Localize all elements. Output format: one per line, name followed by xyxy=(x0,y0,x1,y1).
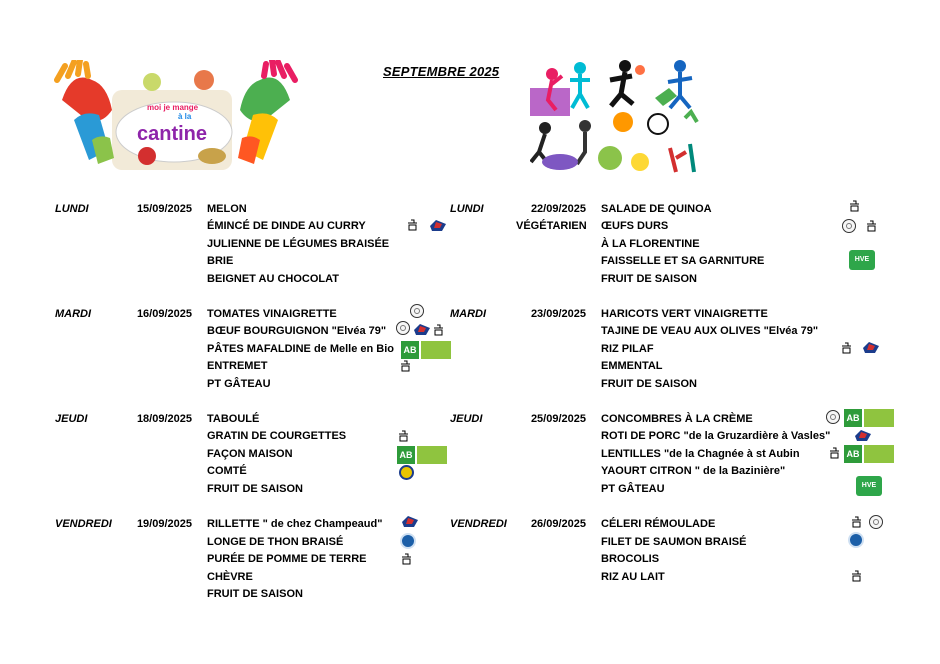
organic-ab-icon: AB xyxy=(844,409,862,427)
date-label: 19/09/2025 xyxy=(136,518,192,530)
menu-item: FAÇON MAISON xyxy=(207,448,293,460)
menu-item: PT GÂTEAU xyxy=(207,378,271,390)
menu-item: FRUIT DE SAISON xyxy=(207,588,303,600)
organic-ab-icon: AB xyxy=(844,445,862,463)
day-label: MARDI xyxy=(450,308,487,320)
homemade-pot-icon xyxy=(400,360,411,372)
menu-item: BŒUF BOURGUIGNON "Elvéa 79" xyxy=(207,325,387,337)
homemade-pot-icon xyxy=(851,570,862,582)
menu-item: YAOURT CITRON " de la Bazinière" xyxy=(601,465,786,477)
menu-item: PT GÂTEAU xyxy=(601,483,665,495)
homemade-pot-icon xyxy=(841,342,852,354)
day-label: LUNDI xyxy=(450,203,484,215)
menu-item: RIZ PILAF xyxy=(601,343,654,355)
menu-item: COMTÉ xyxy=(207,465,247,477)
cantine-logo xyxy=(52,60,300,172)
french-origin-icon xyxy=(853,428,873,442)
menu-item: ENTREMET xyxy=(207,360,268,372)
aop-label-icon xyxy=(399,465,414,480)
date-label: 18/09/2025 xyxy=(136,413,192,425)
msc-fish-icon xyxy=(400,533,416,549)
menu-item: FRUIT DE SAISON xyxy=(601,273,697,285)
menu-item: FRUIT DE SAISON xyxy=(601,378,697,390)
menu-item: CÉLERI RÉMOULADE xyxy=(601,518,716,530)
msc-fish-icon xyxy=(848,532,864,548)
day-label: LUNDI xyxy=(55,203,89,215)
quality-seal-icon xyxy=(826,410,840,424)
eu-organic-icon xyxy=(417,446,447,464)
menu-item: CHÈVRE xyxy=(207,571,253,583)
french-origin-icon xyxy=(412,322,432,336)
menu-item: HARICOTS VERT VINAIGRETTE xyxy=(601,308,768,320)
date-label: 26/09/2025 xyxy=(530,518,586,530)
sports-collage xyxy=(530,58,710,178)
day-label: VENDREDI xyxy=(55,518,112,530)
hve-label-icon: HVE xyxy=(856,476,882,496)
homemade-pot-icon xyxy=(866,220,877,232)
french-origin-icon xyxy=(861,340,881,354)
menu-item: MELON xyxy=(207,203,247,215)
eu-organic-icon xyxy=(421,341,451,359)
menu-item: ÉMINCÉ DE DINDE AU CURRY xyxy=(207,220,366,232)
menu-item: GRATIN DE COURGETTES xyxy=(207,430,347,442)
menu-item: À LA FLORENTINE xyxy=(601,238,700,250)
menu-item: PÂTES MAFALDINE de Melle en Bio xyxy=(207,343,395,355)
homemade-pot-icon xyxy=(401,553,412,565)
logo-text-3: cantine xyxy=(137,123,208,145)
menu-item: TOMATES VINAIGRETTE xyxy=(207,308,337,320)
day-label: MARDI xyxy=(55,308,92,320)
menu-item: BEIGNET AU CHOCOLAT xyxy=(207,273,339,285)
menu-item: ŒUFS DURS xyxy=(601,220,669,232)
homemade-pot-icon xyxy=(398,430,409,442)
eu-organic-icon xyxy=(864,445,894,463)
menu-item: FRUIT DE SAISON xyxy=(207,483,303,495)
homemade-pot-icon xyxy=(849,200,860,212)
menu-item: TABOULÉ xyxy=(207,413,260,425)
vegetarian-label: VÉGÉTARIEN xyxy=(516,220,587,232)
menu-item: FILET DE SAUMON BRAISÉ xyxy=(601,536,747,548)
quality-seal-icon xyxy=(842,219,856,233)
menu-item: RILLETTE " de chez Champeaud" xyxy=(207,518,383,530)
menu-item: EMMENTAL xyxy=(601,360,663,372)
page-title: SEPTEMBRE 2025 xyxy=(383,64,500,79)
menu-item: PURÉE DE POMME DE TERRE xyxy=(207,553,367,565)
menu-item: JULIENNE DE LÉGUMES BRAISÉE xyxy=(207,238,390,250)
logo-text-2: à la xyxy=(178,112,192,121)
hve-label-icon: HVE xyxy=(849,250,875,270)
homemade-pot-icon xyxy=(407,219,418,231)
homemade-pot-icon xyxy=(851,516,862,528)
date-label: 23/09/2025 xyxy=(530,308,586,320)
french-origin-icon xyxy=(428,218,448,232)
organic-ab-icon: AB xyxy=(397,446,415,464)
day-label: JEUDI xyxy=(450,413,483,425)
eu-organic-icon xyxy=(864,409,894,427)
menu-item: FAISSELLE ET SA GARNITURE xyxy=(601,255,765,267)
menu-item: BRIE xyxy=(207,255,234,267)
date-label: 15/09/2025 xyxy=(136,203,192,215)
menu-item: TAJINE DE VEAU AUX OLIVES "Elvéa 79" xyxy=(601,325,819,337)
quality-seal-icon xyxy=(396,321,410,335)
menu-item: ROTI DE PORC "de la Gruzardière à Vasles" xyxy=(601,430,831,442)
quality-seal-icon xyxy=(869,515,883,529)
menu-item: CONCOMBRES À LA CRÈME xyxy=(601,413,753,425)
homemade-pot-icon xyxy=(433,324,444,336)
homemade-pot-icon xyxy=(829,447,840,459)
menu-item: RIZ AU LAIT xyxy=(601,571,665,583)
logo-text-1: moi je mange xyxy=(147,103,199,112)
menu-item: LENTILLES "de la Chagnée à st Aubin xyxy=(601,448,800,460)
date-label: 16/09/2025 xyxy=(136,308,192,320)
menu-item: LONGE DE THON BRAISÉ xyxy=(207,536,344,548)
date-label: 25/09/2025 xyxy=(530,413,586,425)
date-label: 22/09/2025 xyxy=(530,203,586,215)
menu-item: BROCOLIS xyxy=(601,553,660,565)
menu-item: SALADE DE QUINOA xyxy=(601,203,712,215)
quality-seal-icon xyxy=(410,304,424,318)
day-label: JEUDI xyxy=(55,413,88,425)
day-label: VENDREDI xyxy=(450,518,507,530)
french-origin-icon xyxy=(400,514,420,528)
organic-ab-icon: AB xyxy=(401,341,419,359)
